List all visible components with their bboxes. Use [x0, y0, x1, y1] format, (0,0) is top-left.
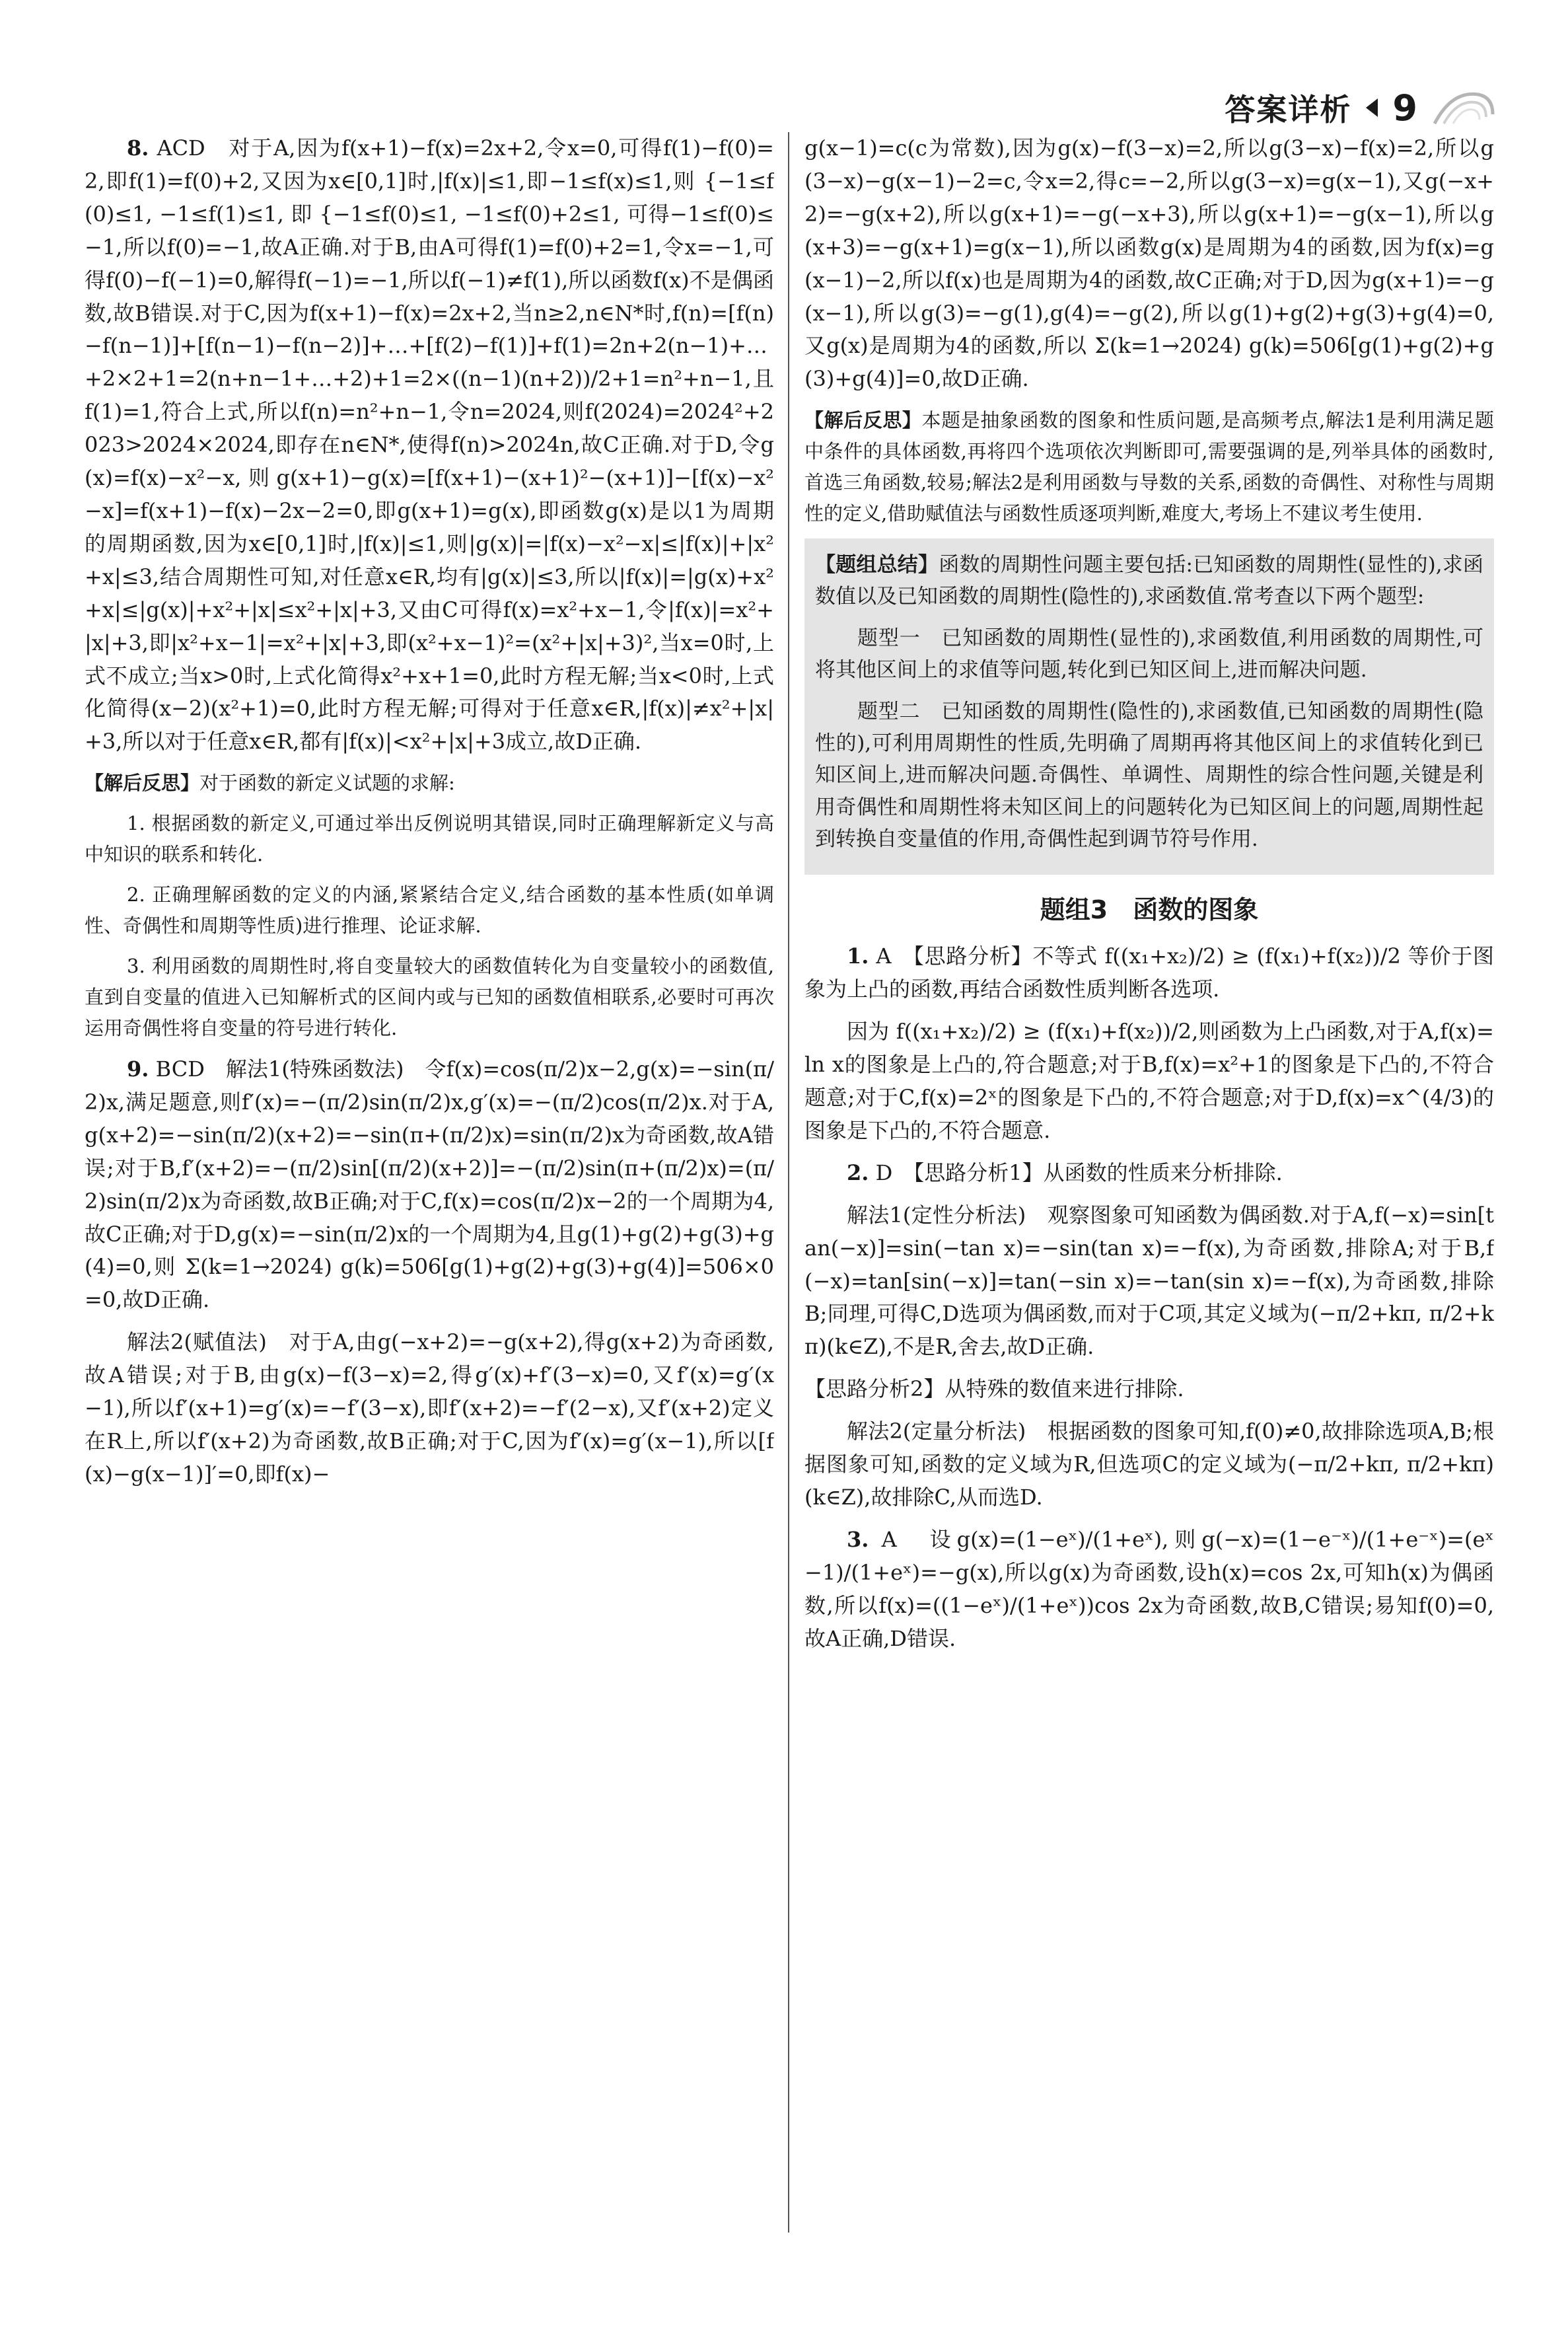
q9-answer — [85, 1053, 774, 1317]
q8-text: ACD 对于A,因为f(x+1)−f(x)=2x+2,令x=0,可得f(1)−f(0)=2,即f(1)=f(0)+2,又因为x∈[0,1]时,|f(x)|≤1,即−1≤f(x)≤1,则 {−1≤f(0)≤1, −1≤f(1)≤1, 即 {−1≤f(0)≤1, −1≤f(0)+2≤1, 可得−1≤f(0)≤−1,所以f(0)=−1,故A正确.对于B,由A可得f(1)=f(0)+2=1,令x=−1,可得f(0)−f(−1)=0,解得f(−1)=−1,所以f(−1)≠f(1),所以函数f(x)不是偶函数,故B错误.对于C,因为f(x+1)−f(x)=2x+2,当n≥2,n∈N*时,f(n)=[f(n)−f(n−1)]+[f(n−1)−f(n−2)]+…+[f(2)−f(1)]+f(1)=2n+2(n−1)+…+2×2+1=2(n+n−1+…+2)+1=2×((n−1)(n+2))/2+1=n²+n−1,且f(1)=1,符合上式,所以f(n)=n²+n−1,令n=2024,则f(2024)=2024²+2023>2024×2024,即存在n∈N*,使得f(n)>2024n,故C正确.对于D,令g(x)=f(x)−x²−x,则g(x+1)−g(x)=[f(x+1)−(x+1)²−(x+1)]−[f(x)−x²−x]=f(x+1)−f(x)−2x−2=0,即g(x+1)=g(x),即函数g(x)是以1为周期的周期函数,因为x∈[0,1]时,|f(x)|≤1,则|g(x)|=|f(x)−x²−x|≤|f(x)|+|x²+x|≤3,结合周期性可知,对任意x∈R,均有|g(x)|≤3,所以|f(x)|=|g(x)+x²+x|≤|g(x)|+x²+|x|≤x²+|x|+3,又由C可得f(x)=x²+x−1,令|f(x)|=x²+|x|+3,即|x²+x−1|=x²+|x|+3,即(x²+x−1)²=(x²+|x|+3)²,当x=0时,上式不成立;当x>0时,上式化简得x²+x+1=0,此时方程无解;当x<0时,上式化简得(x−2)(x²+1)=0,此时方程无解;可得对于任意x∈R,|f(x)|≠x²+|x|+3,所以对于任意x∈R,都有|f(x)|<x²+|x|+3成立,故D正确. — [85, 135, 774, 755]
q3-text: A 设g(x)=(1−eˣ)/(1+eˣ),则g(−x)=(1−e⁻ˣ)/(1+e⁻ˣ)=(eˣ−1)/(1+eˣ)=−g(x),所以g(x)为奇函数,设h(x)=cos 2x,可知h(x)为偶函数,所以f(x)=((1−eˣ)/(1+eˣ))cos 2x为奇函数,故B,C错误;易知f(0)=0,故A正确,D错误. — [804, 1526, 1494, 1651]
q3-answer — [804, 1524, 1494, 1656]
q9-reflection-tag: 【解后反思】 — [804, 409, 922, 432]
q9-reflection-text: 本题是抽象函数的图象和性质问题,是高频考点,解法1是利用满足题中条件的具体函数,再将四个选项依次判断即可,需要强调的是,列举具体的函数时,首选三角函数,较易;解法2是利用函数与导数的关系,函数的奇偶性、对称性与周期性的定义,借助赋值法与函数性质逐项判断,难度大,考场上不建议考生使用. — [804, 409, 1494, 525]
section-title: 题组3 函数的图象 — [1040, 895, 1259, 925]
q8-reflection-item-3: 3. 利用函数的周期性时,将自变量较大的函数值转化为自变量较小的函数值,直到自变量的值进入已知解析式的区间内或与已知的函数值相联系,必要时可再次运用奇偶性将自变量的符号进行转化. — [85, 955, 774, 1039]
q8-reflection-intro-text: 对于函数的新定义试题的求解: — [199, 772, 455, 795]
q9-reflection — [804, 405, 1494, 529]
group-summary-box — [804, 538, 1494, 875]
q2-method-2: 解法2(定量分析法) 根据函数的图象可知,f(0)≠0,故排除选项A,B;根据图象可知,函数的定义域为R,但选项C的定义域为(−π/2+kπ, π/2+kπ)(k∈Z),故排除C,从而选D. — [804, 1419, 1494, 1510]
q2-analysis-2: 【思路分析2】从特殊的数值来进行排除. — [804, 1376, 1184, 1402]
header-title: 答案详析 — [1225, 92, 1352, 128]
q1-analysis: A 【思路分析】不等式 f((x₁+x₂)/2) ≥ (f(x₁)+f(x₂))/2 等价于图象为上凸的函数,再结合函数性质判断各选项. — [804, 943, 1494, 1002]
q8-answer — [85, 132, 774, 758]
triangle-marker-icon — [1366, 98, 1378, 117]
summary-tag: 【题组总结】 — [815, 553, 939, 577]
summary-intro-text: 函数的周期性问题主要包括:已知函数的周期性(显性的),求函数值以及已知函数的周期性(隐性的),求函数值.常考查以下两个题型: — [815, 553, 1484, 609]
column-divider — [788, 132, 789, 2233]
q8-number: 8. — [127, 135, 149, 161]
page-header — [1225, 78, 1495, 137]
summary-intro — [815, 549, 1483, 613]
q8-reflection-intro — [85, 768, 774, 799]
right-column — [804, 132, 1494, 2233]
q2-answer — [804, 1157, 1494, 1190]
q8-reflection-item-2: 2. 正确理解函数的定义的内涵,紧紧结合定义,结合函数的基本性质(如单调性、奇偶性和周期等性质)进行推理、论证求解. — [85, 883, 774, 938]
q9-method1: BCD 解法1(特殊函数法) 令f(x)=cos(π/2)x−2,g(x)=−sin(π/2)x,满足题意,则f′(x)=−(π/2)sin(π/2)x,g′(x)=−(π/2)cos(π/2)x.对于A,g(x+2)=−sin(π/2)(x+2)=−sin(π+(π/2)x)=sin(π/2)x为奇函数,故A错误;对于B,f′(x+2)=−(π/2)sin[(π/2)(x+2)]=−(π/2)sin(π+(π/2)x)=(π/2)sin(π/2)x为奇函数,故B正确;对于C,f(x)=cos(π/2)x−2的一个周期为4,故C正确;对于D,g(x)=−sin(π/2)x的一个周期为4,且g(1)+g(2)+g(3)+g(4)=0,则 Σ(k=1→2024) g(k)=506[g(1)+g(2)+g(3)+g(4)]=506×0=0,故D正确. — [85, 1056, 774, 1313]
q1-solution: 因为 f((x₁+x₂)/2) ≥ (f(x₁)+f(x₂))/2,则函数为上凸函数,对于A,f(x)=ln x的图象是上凸的,符合题意;对于B,f(x)=x²+1的图象是下凸的,不符合题意;对于C,f(x)=2ˣ的图象是下凸的,不符合题意;对于D,f(x)=x^(4/3)的图象是下凸的,不符合题意. — [804, 1019, 1494, 1143]
q1-answer — [804, 940, 1494, 1006]
q3-number: 3. — [847, 1526, 869, 1552]
q8-reflection-tag: 【解后反思】 — [85, 772, 200, 795]
q2-number: 2. — [847, 1160, 869, 1185]
q9-number: 9. — [127, 1056, 149, 1082]
q1-number: 1. — [847, 943, 869, 969]
summary-type-1: 题型一 已知函数的周期性(显性的),求函数值,利用函数的周期性,可将其他区间上的求值等问题,转化到已知区间上,进而解决问题. — [815, 626, 1483, 683]
left-column — [85, 132, 774, 2233]
decorative-swirl-icon — [1432, 88, 1495, 128]
q8-reflection-item-1: 1. 根据函数的新定义,可通过举出反例说明其错误,同时正确理解新定义与高中知识的联系和转化. — [85, 812, 774, 866]
page-number: 9 — [1392, 87, 1417, 129]
q9-method2: 解法2(赋值法) 对于A,由g(−x+2)=−g(x+2),得g(x+2)为奇函数,故A错误;对于B,由g(x)−f(3−x)=2,得g′(x)+f′(3−x)=0,又f′(x)=g′(x−1),所以f′(x+1)=g′(x)=−f′(3−x),即f′(x+2)=−f′(2−x),又f′(x+2)定义在R上,所以f′(x+2)为奇函数,故B正确;对于C,因为f′(x)=g′(x−1),所以[f(x)−g(x−1)]′=0,即f(x)− — [85, 1329, 774, 1487]
q2-method-1: 解法1(定性分析法) 观察图象可知函数为偶函数.对于A,f(−x)=sin[tan(−x)]=sin(−tan x)=−sin(tan x)=−f(x),为奇函数,排除A;对于B,f(−x)=tan[sin(−x)]=tan(−sin x)=−tan(sin x)=−f(x),为奇函数,排除B;同理,可得C,D选项为偶函数,而对于C项,其定义域为(−π/2+kπ, π/2+kπ)(k∈Z),不是R,舍去,故D正确. — [804, 1202, 1494, 1360]
summary-type-2: 题型二 已知函数的周期性(隐性的),求函数值,已知函数的周期性(隐性的),可利用周期性的性质,先明确了周期再将其他区间上的求值转化到已知区间上,进而解决问题.奇偶性、单调性、周期性的综合性问题,关键是利用奇偶性和周期性将未知区间上的问题转化为已知区间上的问题,周期性起到转换自变量值的作用,奇偶性起到调节符号作用. — [815, 699, 1483, 851]
q9-continuation: g(x−1)=c(c为常数),因为g(x)−f(3−x)=2,所以g(3−x)−f(x)=2,所以g(3−x)−g(x−1)−2=c,令x=2,得c=−2,所以g(3−x)=g(x−1),又g(−x+2)=−g(x+2),所以g(x+1)=−g(−x+3),所以g(x+1)=−g(x−1),所以g(x+3)=−g(x+1)=g(x−1),所以函数g(x)是周期为4的函数,因为f(x)=g(x−1)−2,所以f(x)也是周期为4的函数,故C正确;对于D,因为g(x+1)=−g(x−1),所以g(3)=−g(1),g(4)=−g(2),所以g(1)+g(2)+g(3)+g(4)=0,又g(x)是周期为4的函数,所以 Σ(k=1→2024) g(k)=506[g(1)+g(2)+g(3)+g(4)]=0,故D正确. — [804, 135, 1494, 392]
q2-analysis-1: D 【思路分析1】从函数的性质来分析排除. — [875, 1160, 1283, 1185]
